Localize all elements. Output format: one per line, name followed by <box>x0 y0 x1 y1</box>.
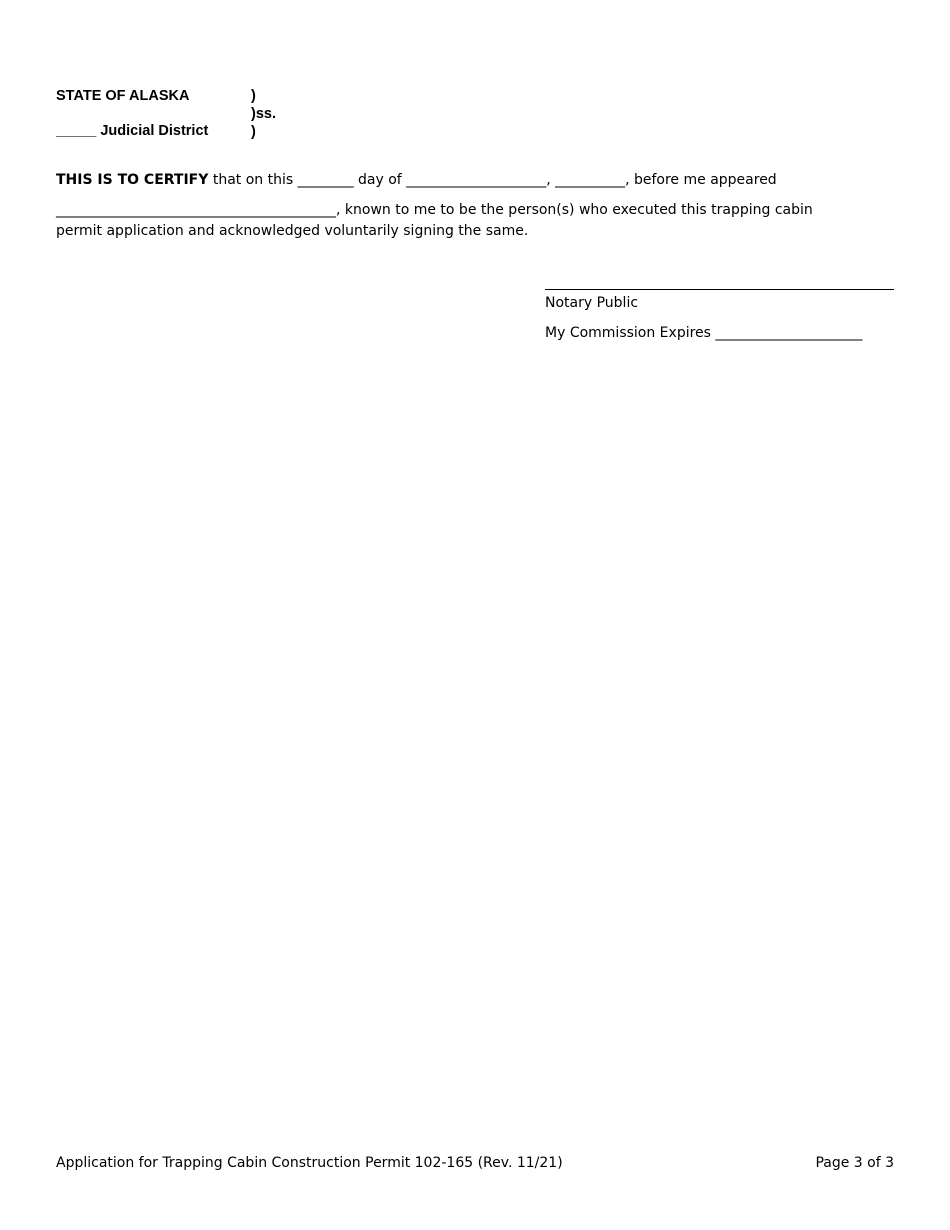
certification-line-3: permit application and acknowledged voluntarily signing the same. <box>56 223 529 239</box>
district-number-blank: _____ <box>56 123 97 139</box>
commission-expires-label: My Commission Expires <box>545 325 711 341</box>
venue-paren-top: ) <box>251 88 256 104</box>
notary-title: Notary Public <box>545 295 639 311</box>
commission-expires-blank[interactable]: _____________________ <box>715 325 863 341</box>
venue-paren-bottom: ) <box>251 124 256 140</box>
certification-lead: THIS IS TO CERTIFY <box>56 172 209 188</box>
commission-expires-row <box>545 323 862 343</box>
footer-page-number: Page 3 of 3 <box>815 1155 894 1171</box>
footer-form-title: Application for Trapping Cabin Construction Permit 102-165 (Rev. 11/21) <box>56 1155 563 1171</box>
certification-line-1-rest: that on this ________ day of ____________________, __________, before me appeared <box>212 172 777 188</box>
venue-paren-ss: )ss. <box>251 106 276 122</box>
venue-district-row <box>56 122 208 140</box>
certification-line-1 <box>56 170 777 190</box>
notary-signature-line[interactable] <box>545 289 894 290</box>
venue-district: Judicial District <box>100 123 209 139</box>
venue-state: STATE OF ALASKA <box>56 88 190 104</box>
certification-line-2: ________________________________________, known to me to be the person(s) who executed this trapping cabin <box>56 202 813 218</box>
